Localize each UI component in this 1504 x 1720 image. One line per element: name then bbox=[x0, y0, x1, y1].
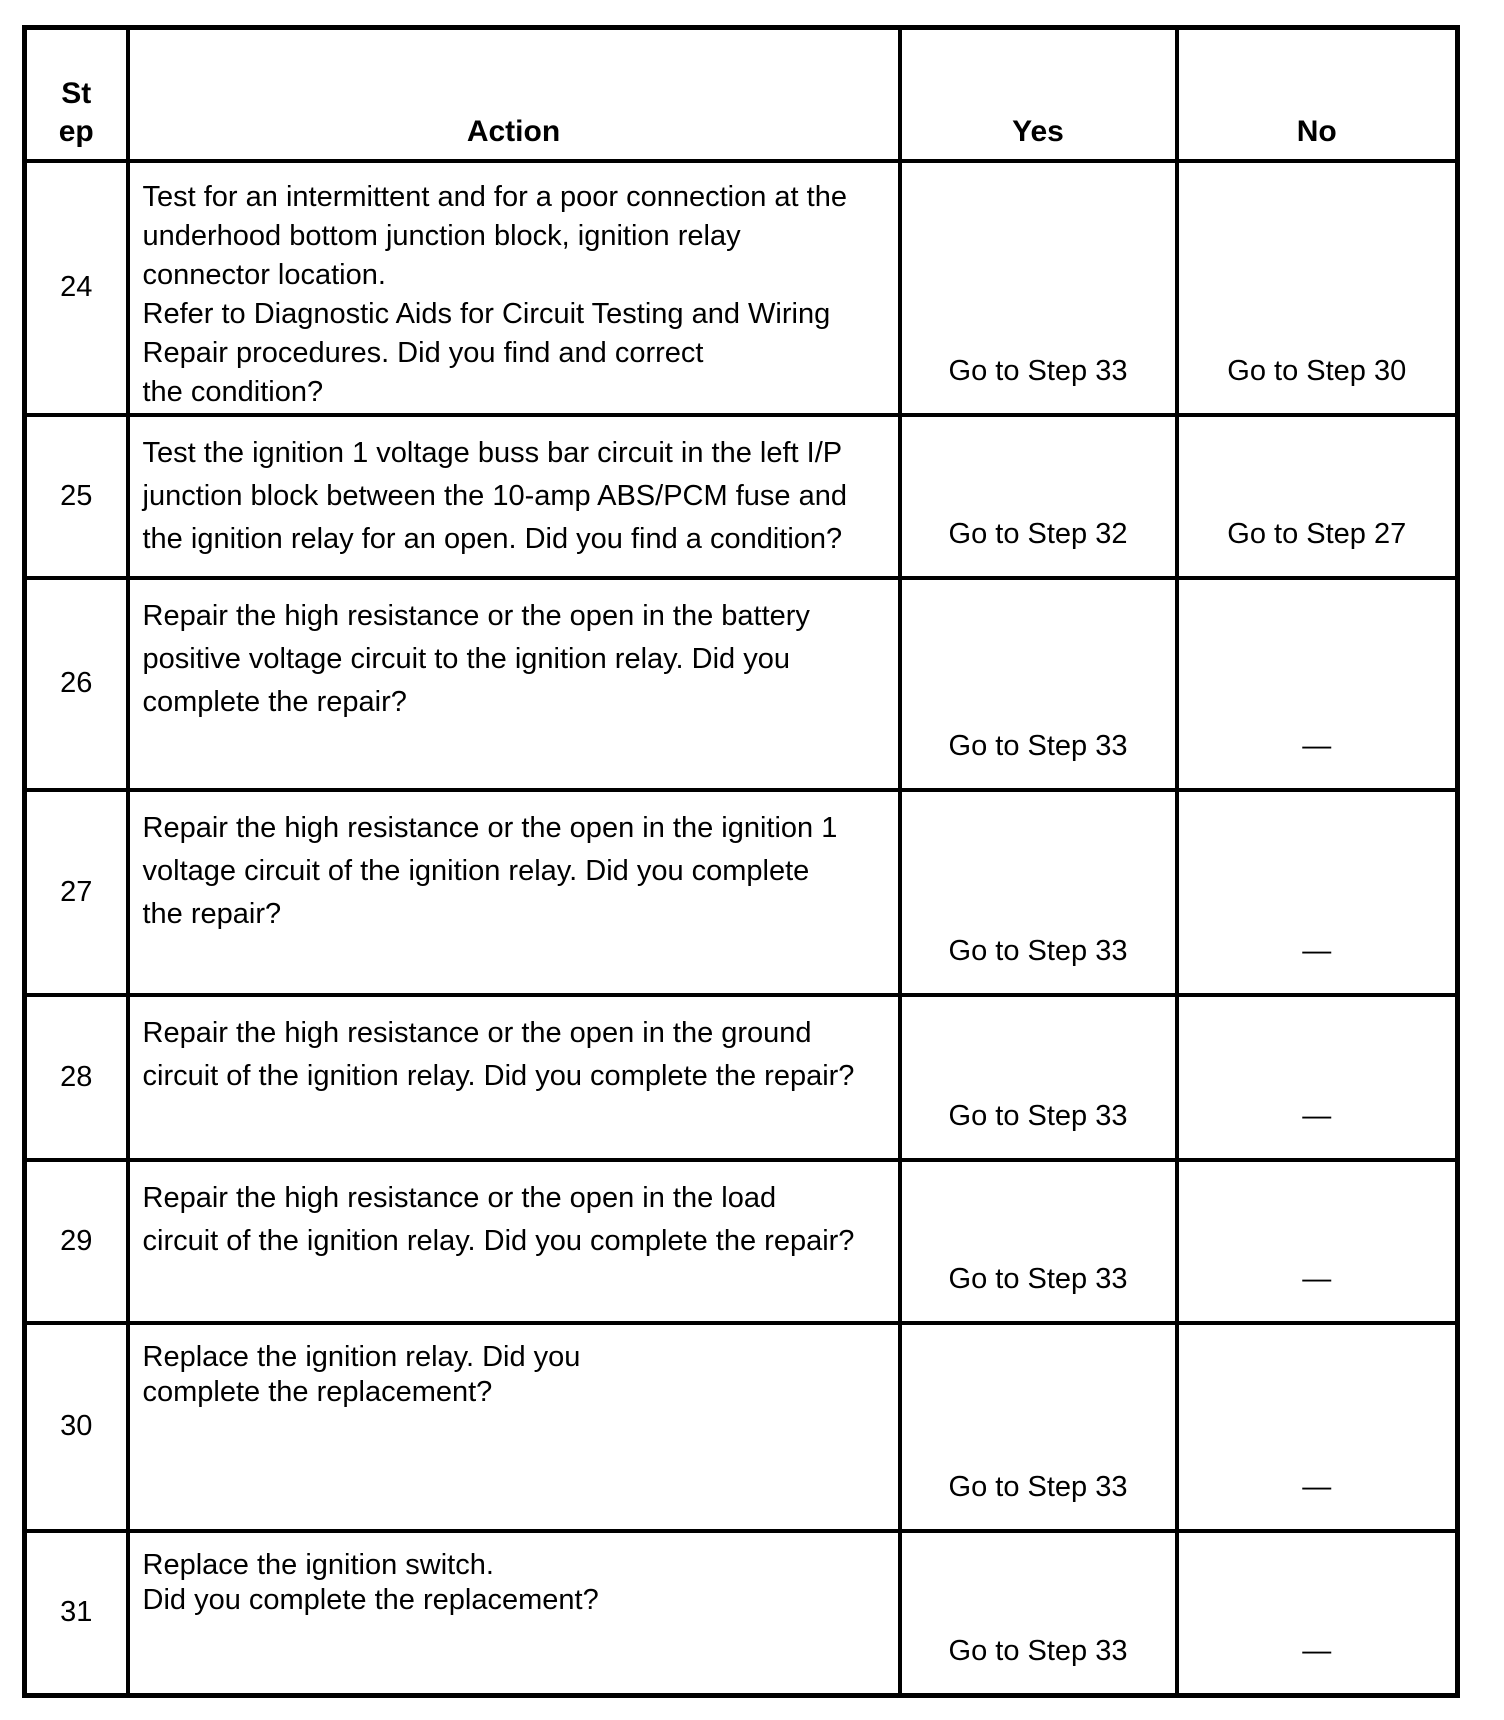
action-line: Did you complete the replacement? bbox=[142, 1583, 599, 1616]
action-line: underhood bottom junction block, ignition relay bbox=[142, 219, 741, 252]
header-yes: Yes bbox=[900, 28, 1177, 161]
table-row-step-30 bbox=[25, 1323, 1458, 1531]
action-cell bbox=[128, 1160, 900, 1323]
action-cell bbox=[128, 161, 900, 415]
yes-cell: Go to Step 33 bbox=[900, 1160, 1177, 1323]
table-row-step-26 bbox=[25, 578, 1458, 790]
step-cell: 30 bbox=[25, 1323, 128, 1531]
action-line: Test the ignition 1 voltage buss bar circuit in the left I/P bbox=[142, 436, 843, 469]
action-line: Replace the ignition switch. bbox=[142, 1548, 494, 1581]
action-line: Test for an intermittent and for a poor connection at the bbox=[142, 180, 847, 213]
no-cell: Go to Step 30 bbox=[1177, 161, 1458, 415]
header-action: Action bbox=[128, 28, 900, 161]
action-cell bbox=[128, 578, 900, 790]
yes-cell: Go to Step 33 bbox=[900, 790, 1177, 995]
action-line: the repair? bbox=[142, 897, 282, 930]
action-cell bbox=[128, 415, 900, 578]
table-row-step-31 bbox=[25, 1531, 1458, 1696]
yes-cell: Go to Step 32 bbox=[900, 415, 1177, 578]
table-row-step-28 bbox=[25, 995, 1458, 1160]
header-step bbox=[25, 28, 128, 161]
step-cell: 27 bbox=[25, 790, 128, 995]
yes-cell: Go to Step 33 bbox=[900, 161, 1177, 415]
action-line: Repair the high resistance or the open in the battery bbox=[142, 599, 810, 632]
header-step-line2: ep bbox=[58, 114, 94, 148]
action-line: the ignition relay for an open. Did you find a condition? bbox=[142, 522, 843, 555]
table-row-step-27 bbox=[25, 790, 1458, 995]
action-cell bbox=[128, 790, 900, 995]
no-cell: — bbox=[1177, 1531, 1458, 1696]
action-line: Repair procedures. Did you find and correct bbox=[142, 336, 704, 369]
header-no: No bbox=[1177, 28, 1458, 161]
table-row-step-25 bbox=[25, 415, 1458, 578]
table-row-step-24 bbox=[25, 161, 1458, 415]
action-line: the condition? bbox=[142, 375, 324, 408]
action-line: circuit of the ignition relay. Did you complete the repair? bbox=[142, 1224, 855, 1257]
action-line: complete the replacement? bbox=[142, 1375, 493, 1408]
yes-cell: Go to Step 33 bbox=[900, 1531, 1177, 1696]
diagnostic-step-table bbox=[22, 25, 1460, 1698]
action-line: Repair the high resistance or the open in the ignition 1 bbox=[142, 811, 838, 844]
no-cell: — bbox=[1177, 1323, 1458, 1531]
step-cell: 25 bbox=[25, 415, 128, 578]
step-cell: 24 bbox=[25, 161, 128, 415]
action-line: voltage circuit of the ignition relay. Did you complete bbox=[142, 854, 810, 887]
no-cell: — bbox=[1177, 578, 1458, 790]
yes-cell: Go to Step 33 bbox=[900, 578, 1177, 790]
step-cell: 28 bbox=[25, 995, 128, 1160]
step-cell: 29 bbox=[25, 1160, 128, 1323]
yes-cell: Go to Step 33 bbox=[900, 995, 1177, 1160]
action-line: Replace the ignition relay. Did you bbox=[142, 1340, 581, 1373]
step-cell: 26 bbox=[25, 578, 128, 790]
action-cell bbox=[128, 995, 900, 1160]
action-line: complete the repair? bbox=[142, 685, 407, 718]
action-line: junction block between the 10-amp ABS/PCM fuse and bbox=[142, 479, 847, 512]
action-cell bbox=[128, 1531, 900, 1696]
table-row-step-29 bbox=[25, 1160, 1458, 1323]
action-line: Refer to Diagnostic Aids for Circuit Testing and Wiring bbox=[142, 297, 831, 330]
no-cell: — bbox=[1177, 1160, 1458, 1323]
header-row bbox=[25, 28, 1458, 161]
action-line: positive voltage circuit to the ignition relay. Did you bbox=[142, 642, 790, 675]
step-cell: 31 bbox=[25, 1531, 128, 1696]
action-line: Repair the high resistance or the open in the load bbox=[142, 1181, 777, 1214]
no-cell: — bbox=[1177, 790, 1458, 995]
header-step-line1: St bbox=[61, 76, 92, 110]
action-line: connector location. bbox=[142, 258, 386, 291]
action-line: circuit of the ignition relay. Did you complete the repair? bbox=[142, 1059, 855, 1092]
no-cell: — bbox=[1177, 995, 1458, 1160]
no-cell: Go to Step 27 bbox=[1177, 415, 1458, 578]
action-cell bbox=[128, 1323, 900, 1531]
action-line: Repair the high resistance or the open in the ground bbox=[142, 1016, 812, 1049]
yes-cell: Go to Step 33 bbox=[900, 1323, 1177, 1531]
